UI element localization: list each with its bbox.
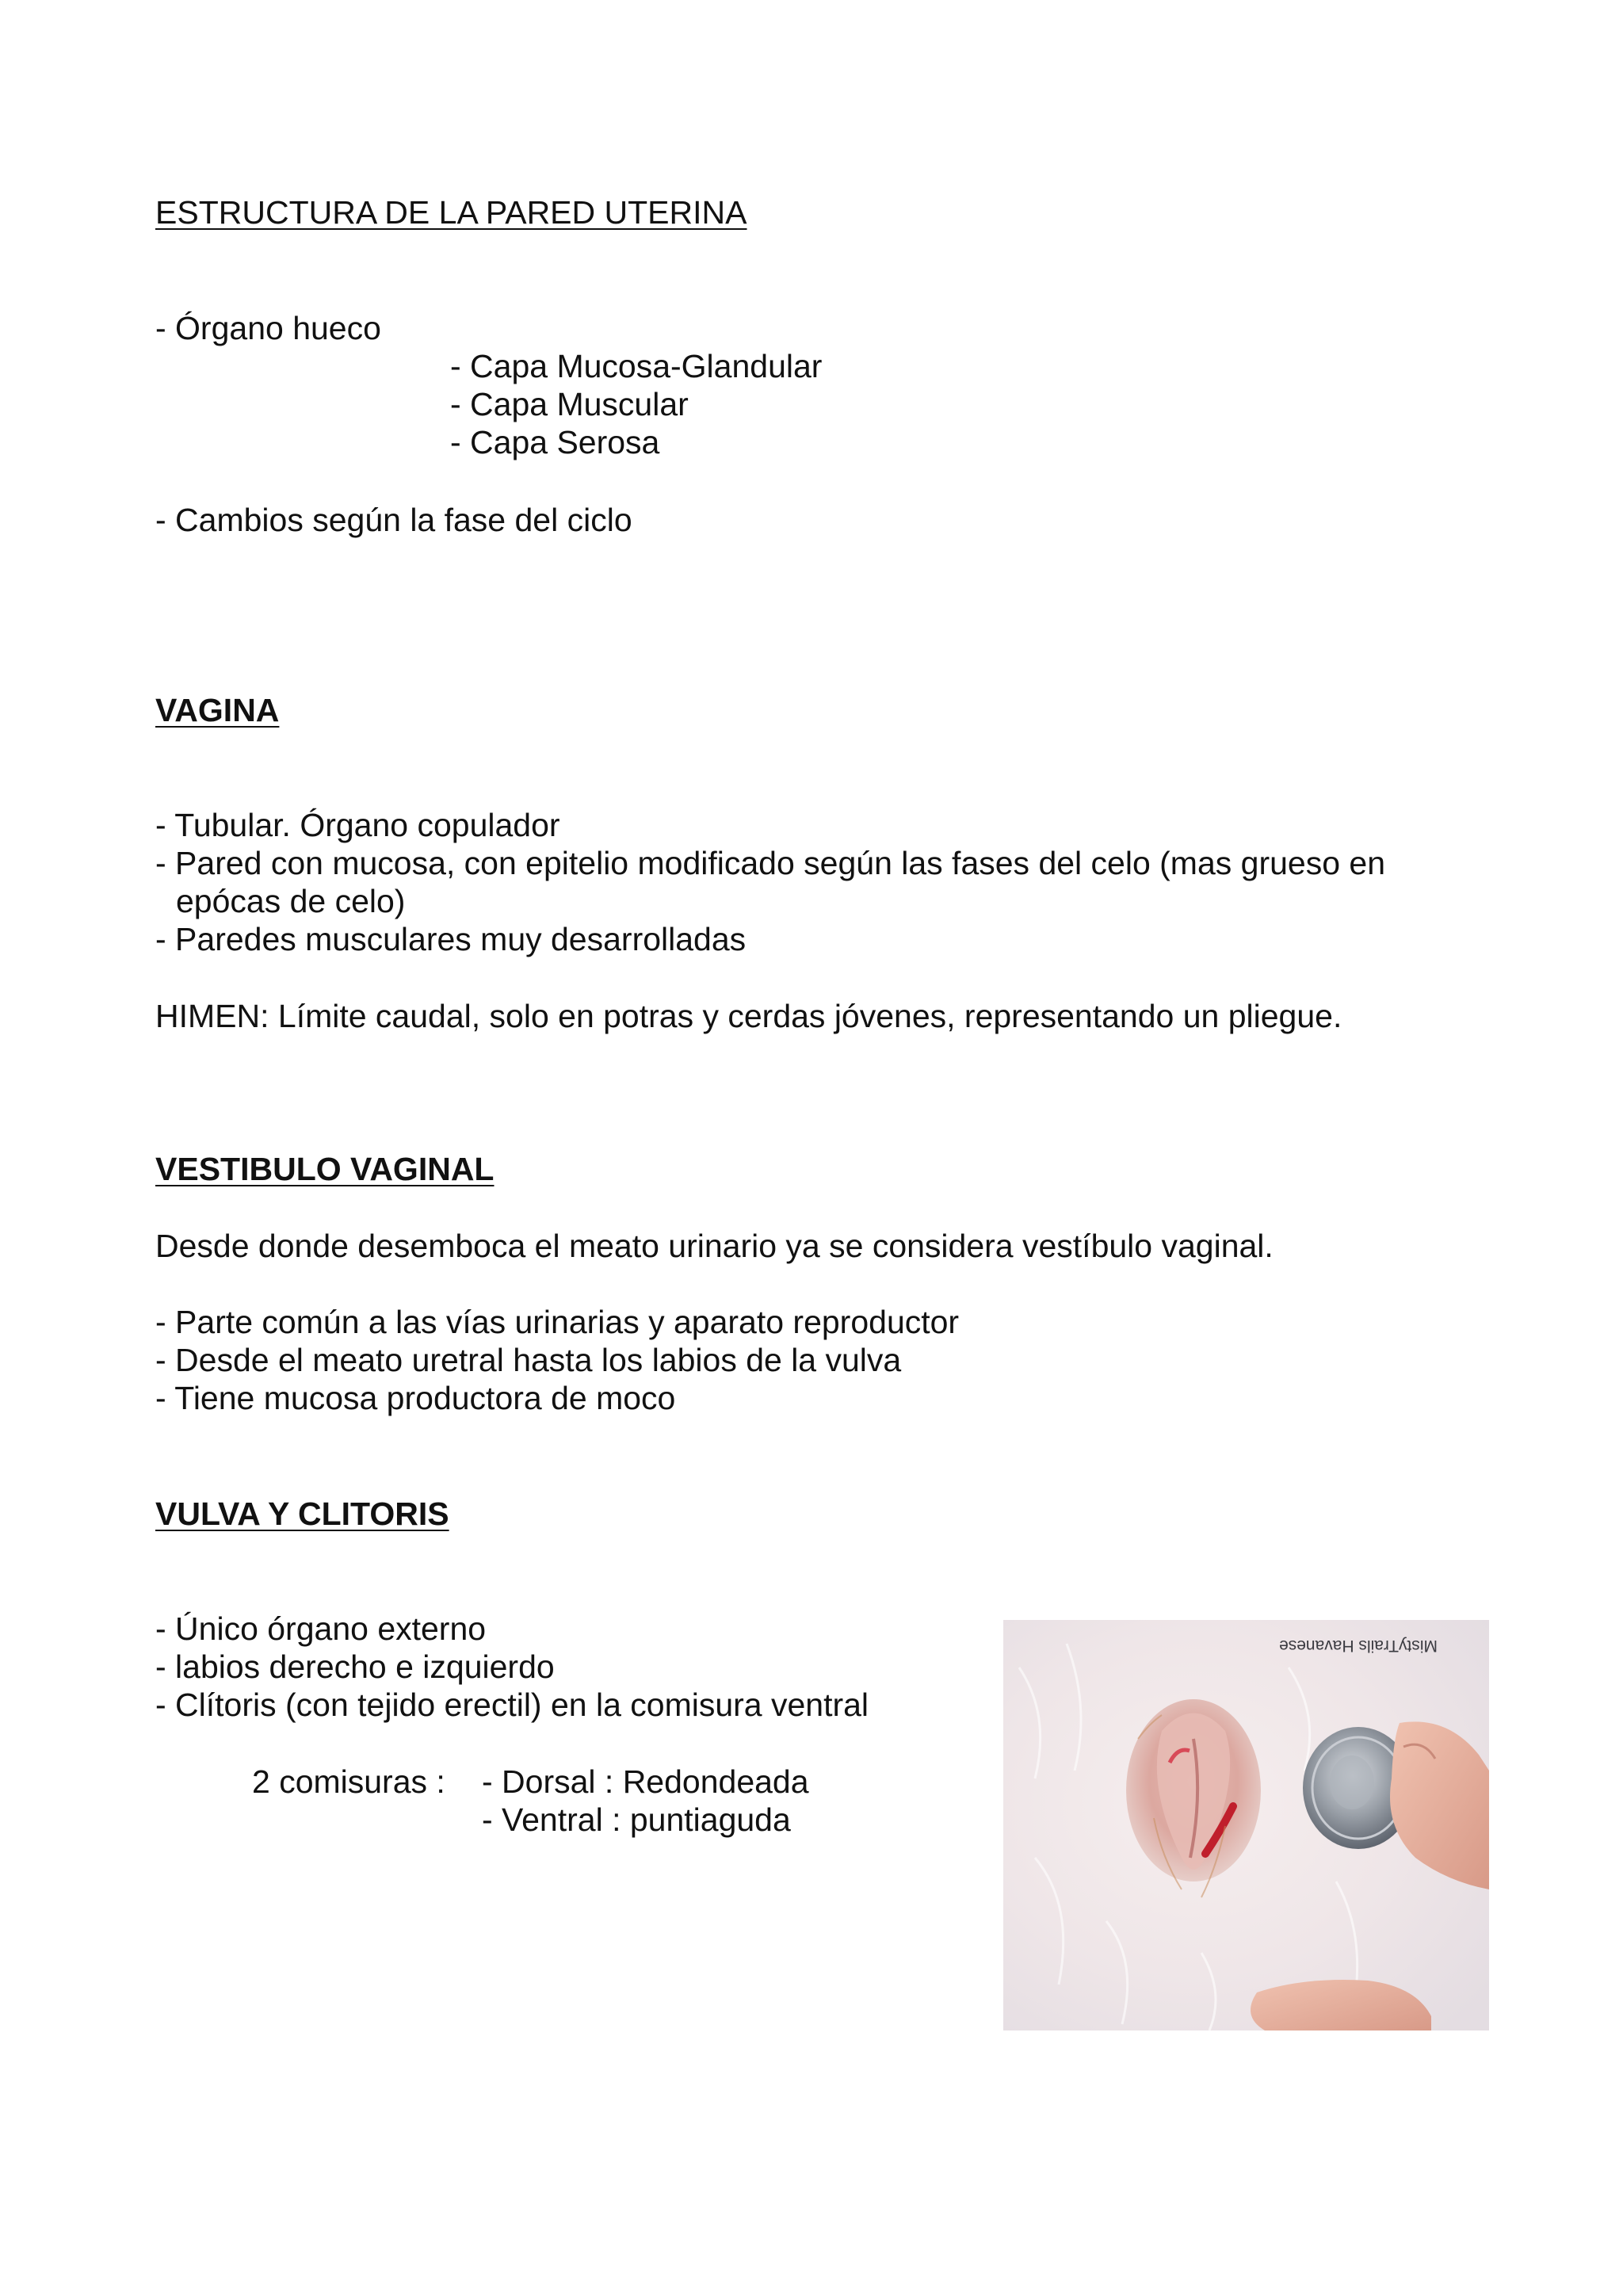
list-item: - Tubular. Órgano copulador xyxy=(155,807,560,843)
list-item: - Pared con mucosa, con epitelio modificado según las fases del celo (mas grueso en xyxy=(155,845,1386,881)
list-item: - Parte común a las vías urinarias y aparato reproductor xyxy=(155,1304,960,1340)
list-item: - Paredes musculares muy desarrolladas xyxy=(155,921,747,957)
paragraph: Desde donde desemboca el meato urinario ya se considera vestíbulo vaginal. xyxy=(155,1228,1274,1264)
himen-note: HIMEN: Límite caudal, solo en potras y cerdas jóvenes, representando un pliegue. xyxy=(155,998,1342,1034)
section-title-vagina: VAGINA xyxy=(155,692,280,728)
list-item: - Cambios según la fase del ciclo xyxy=(155,502,632,538)
list-item-continuation: epócas de celo) xyxy=(176,883,406,919)
sub-list-item: - Capa Serosa xyxy=(450,424,660,460)
section-title-pared-uterina: ESTRUCTURA DE LA PARED UTERINA xyxy=(155,194,747,231)
comisura-item: - Ventral : puntiaguda xyxy=(482,1801,791,1838)
sub-list-item: - Capa Muscular xyxy=(450,386,689,422)
vulva-photo xyxy=(1003,1620,1489,2030)
list-item: - Clítoris (con tejido erectil) en la comisura ventral xyxy=(155,1687,869,1723)
list-item: - Único órgano externo xyxy=(155,1610,487,1647)
section-title-vestibulo: VESTIBULO VAGINAL xyxy=(155,1151,495,1187)
comisuras-label: 2 comisuras : xyxy=(252,1763,445,1800)
section-title-vulva: VULVA Y CLITORIS xyxy=(155,1496,449,1532)
comisura-item: - Dorsal : Redondeada xyxy=(482,1763,809,1800)
photo-watermark: MistyTrails Havanese xyxy=(1279,1637,1438,1655)
list-item: - labios derecho e izquierdo xyxy=(155,1648,555,1685)
sub-list-item: - Capa Mucosa-Glandular xyxy=(450,348,823,384)
list-item: - Órgano hueco xyxy=(155,310,381,346)
list-item: - Desde el meato uretral hasta los labios de la vulva xyxy=(155,1342,902,1378)
list-item: - Tiene mucosa productora de moco xyxy=(155,1380,676,1416)
